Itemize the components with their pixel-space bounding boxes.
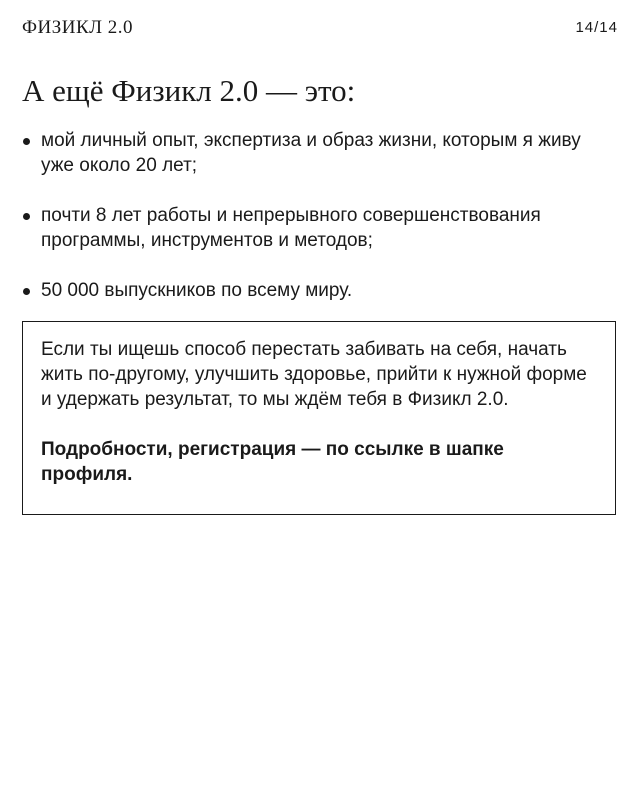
callout-cta: Подробности, регистрация — по ссылке в шапке профиля. (41, 439, 504, 485)
bullet-icon (23, 138, 30, 145)
list-item (22, 203, 618, 253)
list-item-text: 50 000 выпускников по всему миру. (41, 280, 353, 301)
callout-text: Если ты ищешь способ перестать забивать на себя, начать жить по-другому, улучшить здоровье, прийти к нужной форме и удержать результат, то мы ждём тебя в Физикл 2.0. (41, 339, 587, 410)
bullet-icon (23, 288, 30, 295)
feature-list (22, 128, 618, 328)
brand-logo-text: ФИЗИКЛ 2.0 (22, 17, 134, 38)
list-item-text: мой личный опыт, экспертиза и образ жизни, которым я живу уже около 20 лет; (41, 130, 581, 176)
bullet-icon (23, 213, 30, 220)
list-item (22, 278, 618, 303)
page-counter: 14/14 (575, 19, 618, 36)
callout-box (22, 321, 616, 515)
list-item-text: почти 8 лет работы и непрерывного совершенствования программы, инструментов и методов; (41, 205, 541, 251)
page-title: А ещё Физикл 2.0 — это: (22, 73, 356, 108)
list-item (22, 128, 618, 178)
